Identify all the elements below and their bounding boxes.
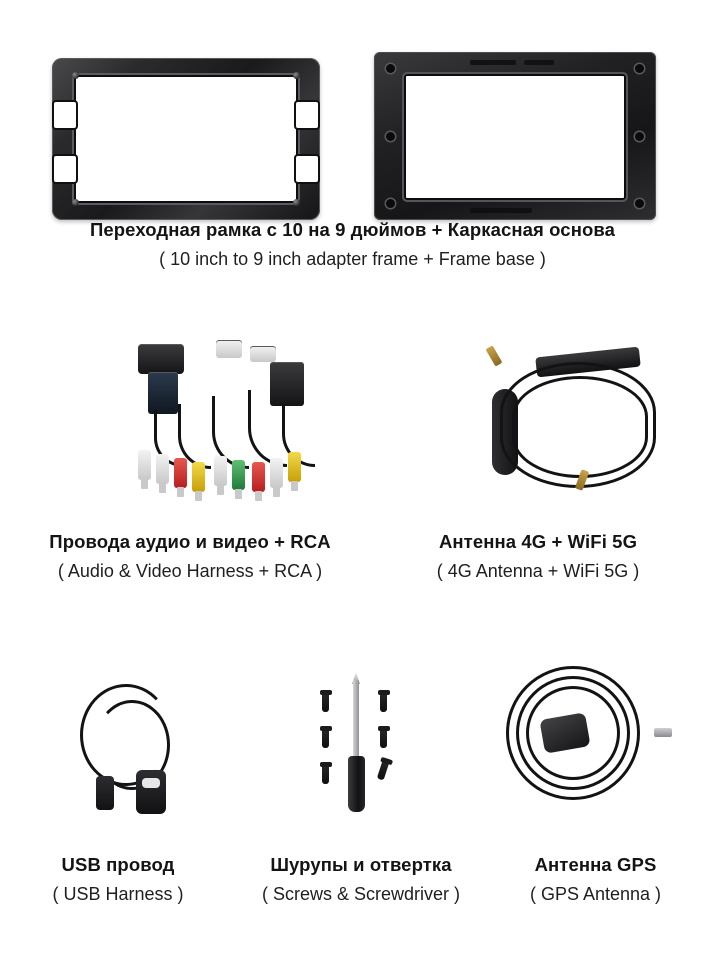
screw (380, 726, 387, 748)
usb-port-female (136, 770, 166, 814)
frame-mount-hole (635, 64, 644, 73)
frame-base (374, 52, 656, 220)
antenna-connector (486, 345, 503, 366)
caption-en: ( GPS Antenna ) (529, 884, 662, 905)
caption-ru: Антенна 4G + WiFi 5G (438, 531, 638, 552)
adapter-frame-caption (0, 218, 705, 272)
rca-plug-yellow (288, 452, 301, 482)
screw (377, 757, 390, 780)
screw (322, 762, 329, 784)
usb-caption (0, 853, 236, 907)
section-usb-screws-gps (0, 648, 705, 948)
frame-notch (54, 156, 76, 182)
usb-connector-a (96, 776, 114, 810)
rca-plug-red (174, 458, 187, 488)
frame-mount-hole (386, 199, 395, 208)
frame-vent-slot (470, 60, 516, 65)
caption-ru: Антенна GPS (534, 854, 657, 875)
frame-notch (296, 102, 318, 128)
antenna-cable-loop (512, 376, 648, 478)
frame-mount-hole (386, 64, 395, 73)
screwdriver-shaft (353, 680, 359, 758)
frame-screw-hole (72, 199, 79, 206)
antenna-4g-wifi-photo (478, 334, 688, 514)
rca-plug-white (270, 458, 283, 488)
usb-port-insert (142, 778, 160, 788)
caption-en: ( Screws & Screwdriver ) (261, 884, 461, 905)
harness-white-connector (250, 346, 276, 362)
caption-ru: Шурупы и отвертка (270, 854, 452, 875)
adapter-frame-10-to-9-inch (52, 58, 320, 220)
gps-antenna-connector (654, 728, 672, 737)
usb-harness-photo (70, 666, 230, 841)
frame-mount-hole (386, 132, 395, 141)
rca-plug-white (138, 450, 151, 480)
item-adapter-frame (0, 0, 705, 300)
harness-blue-connector (148, 372, 178, 414)
section3-captions (0, 853, 705, 907)
screwdriver-handle (348, 756, 365, 812)
frame-vent-slot (470, 208, 532, 213)
screw (380, 690, 387, 712)
caption-en: ( 4G Antenna + WiFi 5G ) (436, 561, 640, 582)
caption-en: ( Audio & Video Harness + RCA ) (57, 561, 323, 582)
audio-video-harness-photo (120, 338, 380, 513)
antenna-caption (378, 530, 698, 584)
frame-screw-hole (293, 72, 300, 79)
screw (322, 690, 329, 712)
frame-notch (54, 102, 76, 128)
caption-ru: Провода аудио и видео + RCA (49, 531, 331, 552)
harness-caption (10, 530, 370, 584)
screw (322, 726, 329, 748)
rca-plug-red (252, 462, 265, 492)
gps-antenna-photo (500, 660, 680, 845)
frame-screw-hole (293, 199, 300, 206)
rca-plug-white (156, 454, 169, 484)
frame-screw-hole (72, 72, 79, 79)
adapter-frame-photo (0, 28, 705, 200)
section-harness-antenna (0, 318, 705, 603)
frame-vent-slot (524, 60, 554, 65)
screws-caption (236, 853, 486, 907)
rca-plug-white (214, 456, 227, 486)
rca-plug-yellow (192, 462, 205, 492)
gps-caption (486, 853, 705, 907)
frame-mount-hole (635, 199, 644, 208)
frame-notch (296, 156, 318, 182)
caption-ru: USB провод (61, 854, 175, 875)
caption-en: ( 10 inch to 9 inch adapter frame + Frame base ) (159, 249, 546, 270)
screws-screwdriver-photo (300, 668, 500, 843)
rca-plug-green (232, 460, 245, 490)
caption-en: ( USB Harness ) (52, 884, 184, 905)
harness-white-connector (216, 340, 242, 358)
frame-mount-hole (635, 132, 644, 141)
caption-ru: Переходная рамка с 10 на 9 дюймов + Каркасная основа (90, 219, 615, 240)
harness-main-connector (138, 344, 184, 374)
